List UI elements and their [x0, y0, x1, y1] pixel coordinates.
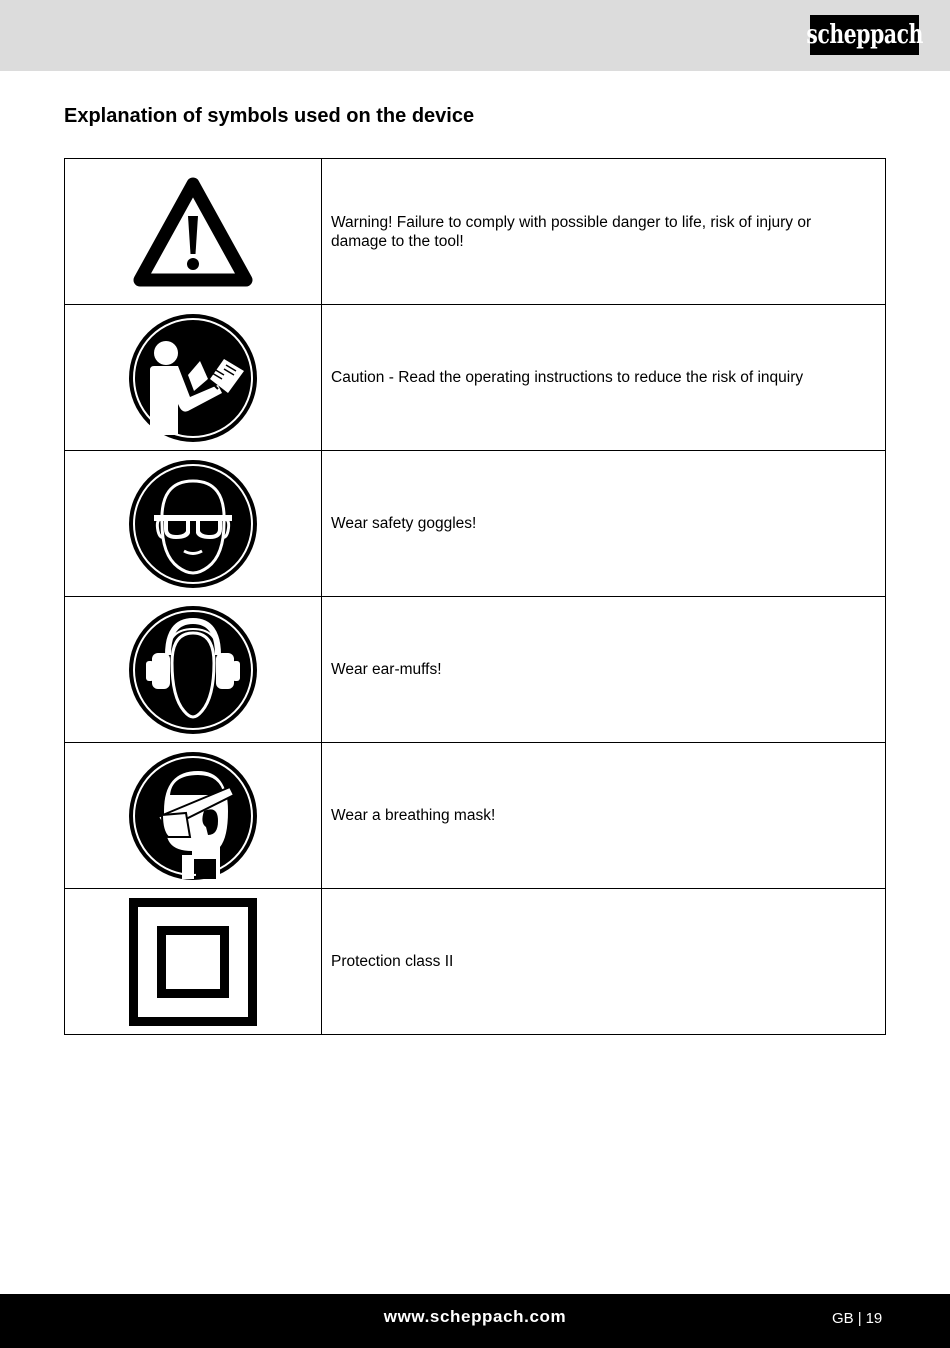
page-footer [0, 1294, 950, 1348]
read-manual-icon [128, 313, 258, 443]
table-row [65, 889, 886, 1035]
page-header [0, 0, 950, 71]
symbol-description: Warning! Failure to comply with possible danger to life, risk of injury or damage to the tool! [322, 159, 886, 305]
table-row [65, 743, 886, 889]
page-separator: | [857, 1310, 862, 1327]
warning-triangle-icon [131, 176, 255, 288]
symbol-description: Wear a breathing mask! [322, 743, 886, 889]
symbol-description: Protection class II [322, 889, 886, 1035]
breathing-mask-icon [128, 751, 258, 881]
table-row [65, 597, 886, 743]
scheppach-logo: scheppach [810, 15, 919, 55]
page-number-value: 19 [865, 1310, 883, 1327]
table-row [65, 159, 886, 305]
protection-class-ii-icon [128, 897, 258, 1027]
symbol-description: Wear safety goggles! [322, 451, 886, 597]
symbol-description: Caution - Read the operating instructions to reduce the risk of inquiry [322, 305, 886, 451]
symbol-description: Wear ear-muffs! [322, 597, 886, 743]
country-code: GB [832, 1310, 854, 1327]
website-link[interactable]: www.scheppach.com [383, 1307, 567, 1326]
page-title: Explanation of symbols used on the device [64, 105, 475, 127]
table-row [65, 305, 886, 451]
symbols-table [64, 158, 886, 1035]
table-row [65, 451, 886, 597]
safety-goggles-icon [128, 459, 258, 589]
page-number [832, 1310, 882, 1327]
ear-muffs-icon [128, 605, 258, 735]
